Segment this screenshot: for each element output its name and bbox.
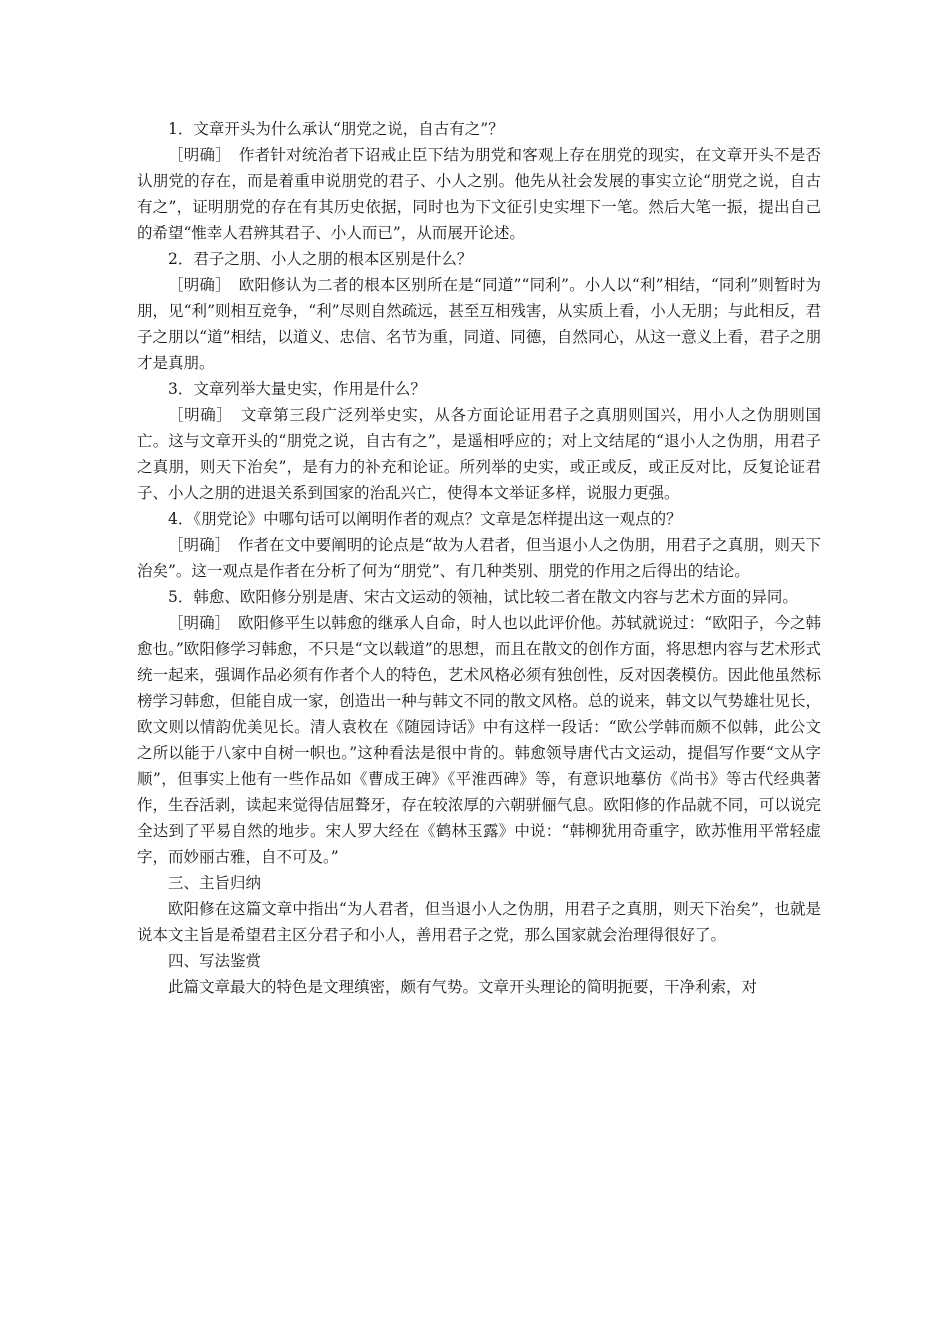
- answer-5: ［明确］ 欧阳修平生以韩愈的继承人自命，时人也以此评价他。苏轼就说过：“欧阳子，今之韩愈也。”欧阳修学习韩愈，不只是“文以载道”的思想，而且在散文的创作方面，将思想内容与艺术形式统一起来，强调作品必须有作者个人的特色，艺术风格必须有独创性，反对因袭模仿。因此他虽然标榜学习韩愈，但能自成一家，创造出一种与韩文不同的散文风格。总的说来，韩文以气势雄壮见长，欧文则以情韵优美见长。清人袁枚在《随园诗话》中有这样一段话：“欧公学韩而颇不似韩，此公文之所以能于八家中自树一帜也。”这种看法是很中肯的。韩愈领导唐代古文运动，提倡写作要“文从字顺”，但事实上他有一些作品如《曹成王碑》《平淮西碑》等，有意识地摹仿《尚书》等古代经典著作，生吞活剥，读起来觉得佶屈聱牙，存在较浓厚的六朝骈俪气息。欧阳修的作品就不同，可以说完全达到了平易自然的地步。宋人罗大经在《鹤林玉露》中说：“韩柳犹用奇重字，欧苏惟用平常轻虚字，而妙丽古雅，自不可及。”: [137, 614, 821, 866]
- document-page: [137, 116, 821, 1000]
- question-4: 4．《朋党论》中哪句话可以阐明作者的观点？文章是怎样提出这一观点的？: [168, 510, 682, 528]
- answer-3: ［明确］ 文章第三段广泛列举史实，从各方面论证用君子之真朋则国兴，用小人之伪朋则国亡。这与文章开头的“朋党之说，自古有之”，是遥相呼应的；对上文结尾的“退小人之伪朋，用君子之真朋，则天下治矣”，是有力的补充和论证。所列举的史实，或正或反，或正反对比，反复论证君子、小人之朋的进退关系到国家的治乱兴亡，使得本文举证多样，说服力更强。: [137, 406, 821, 502]
- question-3: 3．文章列举大量史实，作用是什么？: [168, 380, 426, 398]
- answer-1: ［明确］ 作者针对统治者下诏戒止臣下结为朋党和客观上存在朋党的现实，在文章开头不是否认朋党的存在，而是着重申说朋党的君子、小人之别。他先从社会发展的事实立论“朋党之说，自古有之”，证明朋党的存在有其历史依据，同时也为下文征引史实埋下一笔。然后大笔一振，提出自己的希望“惟幸人君辨其君子、小人而已”，从而展开论述。: [137, 146, 821, 242]
- answer-2: ［明确］ 欧阳修认为二者的根本区别所在是“同道”“同利”。小人以“利”相结，“同利”则暂时为朋，见“利”则相互竞争，“利”尽则自然疏远，甚至互相残害，从实质上看，小人无朋；与此相反，君子之朋以“道”相结，以道义、忠信、名节为重，同道、同德，自然同心，从这一意义上看，君子之朋才是真朋。: [137, 276, 821, 372]
- section-heading-writing: 四、写法鉴赏: [168, 952, 262, 970]
- question-2: 2．君子之朋、小人之朋的根本区别是什么？: [168, 250, 473, 268]
- question-1: 1．文章开头为什么承认“朋党之说，自古有之”？: [168, 120, 504, 138]
- question-5: 5．韩愈、欧阳修分别是唐、宋古文运动的领袖，试比较二者在散文内容与艺术方面的异同。: [168, 588, 798, 606]
- theme-paragraph: 欧阳修在这篇文章中指出“为人君者，但当退小人之伪朋，用君子之真朋，则天下治矣”，也就是说本文主旨是希望君主区分君子和小人，善用君子之党，那么国家就会治理得很好了。: [137, 900, 821, 944]
- answer-4: ［明确］ 作者在文中要阐明的论点是“故为人君者，但当退小人之伪朋，用君子之真朋，则天下治矣”。这一观点是作者在分析了何为“朋党”、有几种类别、朋党的作用之后得出的结论。: [137, 536, 821, 580]
- section-heading-theme: 三、主旨归纳: [168, 874, 262, 892]
- writing-paragraph: 此篇文章最大的特色是文理缜密，颇有气势。文章开头理论的简明扼要，干净利索，对: [168, 978, 758, 996]
